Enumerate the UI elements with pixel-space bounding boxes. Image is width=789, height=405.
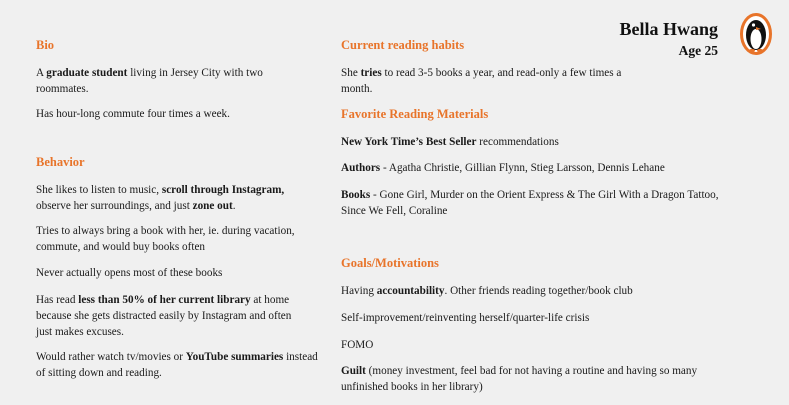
materials-paragraph-3: Books - Gone Girl, Murder on the Orient Express & The Girl With a Dragon Tattoo, Since We Fell, Coraline <box>341 189 719 217</box>
bio-paragraph-2: Has hour-long commute four times a week. <box>36 108 230 120</box>
behavior-paragraph-2: Tries to always bring a book with her, ie. during vacation, commute, and would buy books often <box>36 225 295 253</box>
behavior-paragraph-5: Would rather watch tv/movies or YouTube summaries instead of sitting down and reading. <box>36 351 318 379</box>
materials-paragraph-2: Authors - Agatha Christie, Gillian Flynn, Stieg Larsson, Dennis Lehane <box>341 162 665 174</box>
persona-age: Age 25 <box>678 43 718 58</box>
goals-paragraph-3: FOMO <box>341 339 374 351</box>
goals-paragraph-1: Having accountability. Other friends reading together/book club <box>341 285 633 297</box>
habits-heading: Current reading habits <box>341 38 465 52</box>
goals-paragraph-2: Self-improvement/reinventing herself/quarter-life crisis <box>341 312 590 324</box>
materials-heading: Favorite Reading Materials <box>341 107 489 121</box>
behavior-paragraph-3: Never actually opens most of these books <box>36 267 223 279</box>
behavior-paragraph-1: She likes to listen to music, scroll through Instagram, observe her surroundings, and just zone out. <box>36 184 285 212</box>
materials-paragraph-1: New York Time’s Best Seller recommendations <box>341 136 559 148</box>
behavior-paragraph-4: Has read less than 50% of her current library at home because she gets distracted easily by Instagram and often just makes excuses. <box>36 294 292 338</box>
goals-paragraph-4: Guilt (money investment, feel bad for not having a routine and having so many unfinished books in her library) <box>341 365 698 393</box>
habits-paragraph-1: She tries to read 3-5 books a year, and read-only a few times a month. <box>341 67 622 95</box>
persona-name: Bella Hwang <box>619 19 718 39</box>
behavior-heading: Behavior <box>36 155 85 169</box>
goals-heading: Goals/Motivations <box>341 256 439 270</box>
bio-paragraph-1: A graduate student living in Jersey City with two roommates. <box>36 67 263 95</box>
penguin-logo-icon <box>739 12 773 56</box>
bio-heading: Bio <box>36 38 55 52</box>
